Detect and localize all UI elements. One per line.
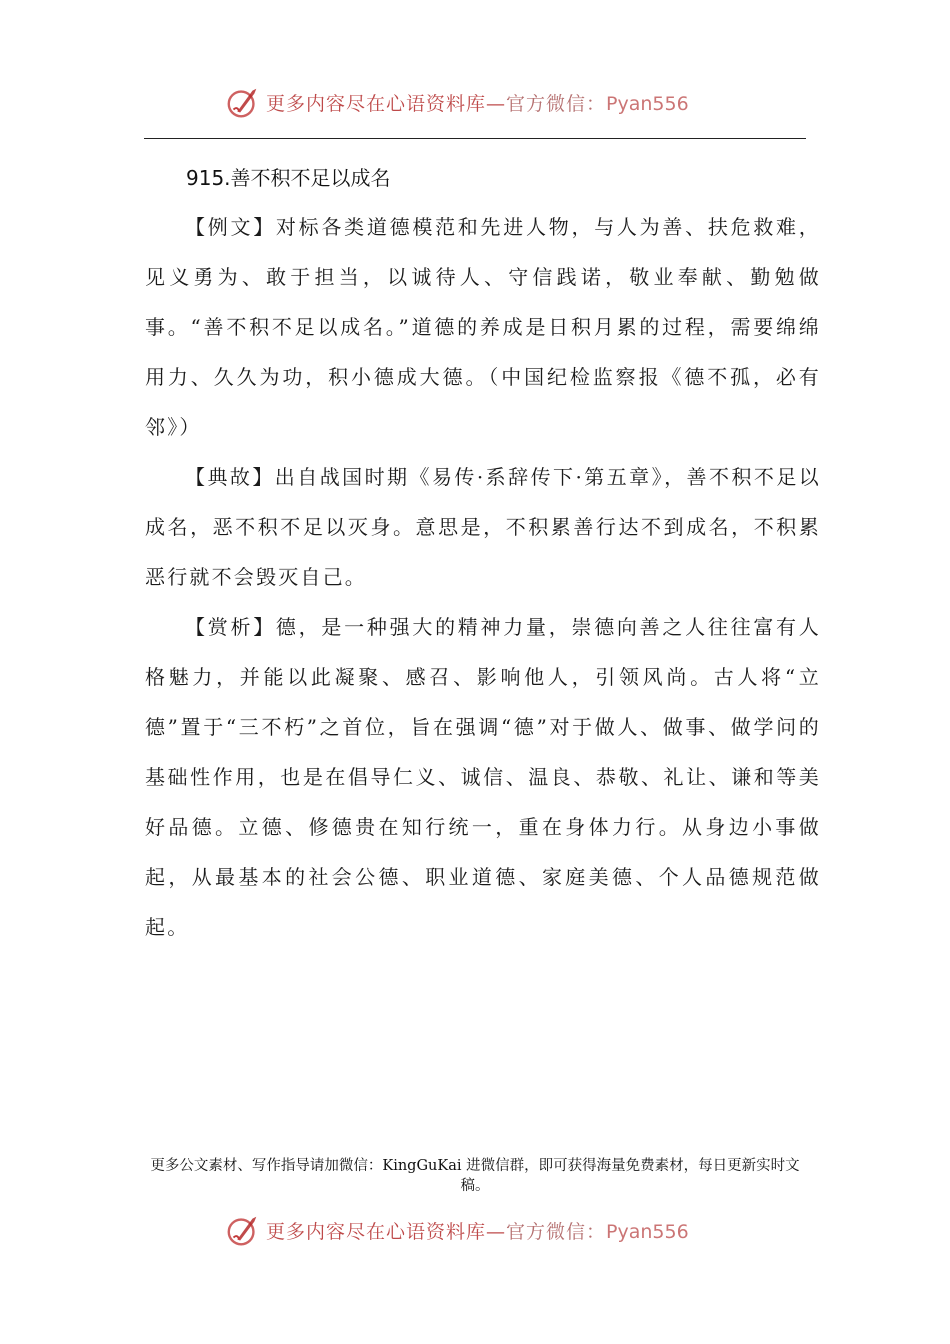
quill-logo-icon [224,1211,262,1249]
quill-logo-icon [224,83,262,121]
header-divider [144,138,806,139]
footer-note: 更多公文素材、写作指导请加微信：KingGuKai 进微信群，即可获得海量免费素材，每日更新实时文稿。 [150,1158,800,1194]
paragraph-allusion: 【典故】出自战国时期《易传·系辞传下·第五章》，善不积不足以成名，恶不积不足以灭身。意思是，不积累善行达不到成名，不积累恶行就不会毁灭自己。 [145,465,821,589]
entry-title: 915.善不积不足以成名 [186,166,391,190]
footer-banner-text: 更多内容尽在心语资料库—官方微信：Pyan556 [266,1220,689,1243]
paragraph-appreciation: 【赏析】德，是一种强大的精神力量，崇德向善之人往往富有人格魅力，并能以此凝聚、感召、影响他人，引领风尚。古人将“立德”置于“三不朽”之首位，旨在强调“德”对于做人、做事、做学问的基础性作用，也是在倡导仁义、诚信、温良、恭敬、礼让、谦和等美好品德。立德、修德贵在知行统一，重在身体力行。从身边小事做起，从最基本的社会公德、职业道德、家庭美德、个人品德规范做起。 [145,615,821,939]
entry-body [145,202,821,952]
header-banner-text: 更多内容尽在心语资料库—官方微信：Pyan556 [266,92,689,115]
footer-banner [224,1210,744,1250]
header-banner [224,82,744,122]
paragraph-example: 【例文】对标各类道德模范和先进人物，与人为善、扶危救难，见义勇为、敢于担当，以诚待人、守信践诺，敬业奉献、勤勉做事。“善不积不足以成名。”道德的养成是日积月累的过程，需要绵绵用力、久久为功，积小德成大德。（中国纪检监察报《德不孤，必有邻》） [145,215,821,439]
